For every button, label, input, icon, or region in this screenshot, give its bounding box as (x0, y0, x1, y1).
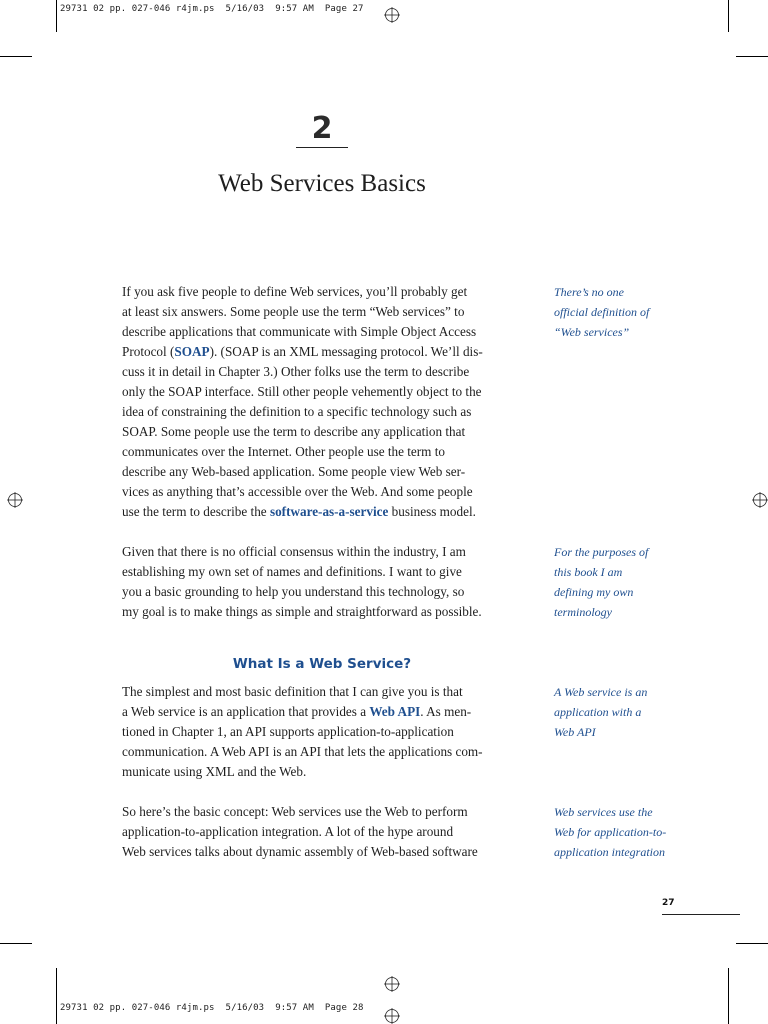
crop-mark (56, 968, 57, 1024)
crop-mark (0, 56, 32, 57)
margin-note-line: Web for application-to- (554, 825, 667, 839)
text-line: tioned in Chapter 1, an API supports application-to-application (122, 724, 454, 739)
margin-note-line: Web API (554, 725, 596, 739)
page-number: 27 (662, 898, 675, 908)
print-slug-top: 29731 02 pp. 027-046 r4jm.ps 5/16/03 9:57 AM Page 27 (60, 4, 364, 14)
margin-note (554, 802, 704, 862)
section-heading: What Is a Web Service? (232, 656, 412, 672)
margin-note-line: “Web services” (554, 325, 630, 339)
body-paragraph (122, 542, 525, 622)
text-run: business model. (388, 504, 476, 519)
page-number-rule (662, 914, 740, 915)
chapter-number: 2 (311, 111, 333, 146)
body-paragraph (122, 682, 525, 782)
margin-note-line: For the purposes of (554, 545, 649, 559)
body-paragraph (122, 282, 525, 522)
registration-mark-icon (384, 1008, 400, 1024)
text-line: The simplest and most basic definition that I can give you is that (122, 684, 463, 699)
margin-note-line: application with a (554, 705, 642, 719)
text-line: my goal is to make things as simple and straightforward as possible. (122, 604, 482, 619)
registration-mark-icon (384, 7, 400, 23)
body-paragraph (122, 802, 525, 862)
text-line: at least six answers. Some people use the term “Web services” to (122, 304, 465, 319)
registration-mark-icon (7, 492, 23, 508)
text-run: Protocol ( (122, 344, 175, 359)
text-line: establishing my own set of names and definitions. I want to give (122, 564, 462, 579)
key-term: Web API (369, 704, 421, 719)
text-run: use the term to describe the (122, 504, 270, 519)
crop-mark (736, 56, 768, 57)
margin-note-line: official definition of (554, 305, 650, 319)
text-line: you a basic grounding to help you understand this technology, so (122, 584, 465, 599)
key-term: software-as-a-service (269, 504, 389, 519)
text-line: Web services talks about dynamic assembly of Web-based software (122, 844, 478, 859)
margin-note-line: Web services use the (554, 805, 653, 819)
text-line: describe applications that communicate with Simple Object Access (122, 324, 477, 339)
text-run: a Web service is an application that provides a (122, 704, 370, 719)
text-line (122, 342, 525, 362)
chapter-number-rule (296, 147, 348, 148)
text-line: idea of constraining the definition to a specific technology such as (122, 404, 472, 419)
margin-note-line: A Web service is an (554, 685, 648, 699)
crop-mark (56, 0, 57, 32)
margin-note-line: defining my own (554, 585, 634, 599)
text-line (122, 702, 525, 722)
text-run: . As men- (420, 704, 472, 719)
text-line: communication. A Web API is an API that lets the applications com- (122, 744, 483, 759)
text-line (122, 502, 525, 522)
registration-mark-icon (752, 492, 768, 508)
margin-note-line: There’s no one (554, 285, 624, 299)
margin-note (554, 682, 704, 742)
text-run: ). (SOAP is an XML messaging protocol. We’ll dis- (209, 344, 483, 359)
text-line: SOAP. Some people use the term to describe any application that (122, 424, 466, 439)
text-line: describe any Web-based application. Some people view Web ser- (122, 464, 466, 479)
margin-note (554, 542, 704, 622)
text-line: cuss it in detail in Chapter 3.) Other folks use the term to describe (122, 364, 470, 379)
crop-mark (0, 943, 32, 944)
crop-mark (736, 943, 768, 944)
margin-note (554, 282, 704, 342)
margin-note-line: terminology (554, 605, 612, 619)
crop-mark (728, 968, 729, 1024)
text-line: municate using XML and the Web. (122, 764, 307, 779)
margin-note-line: application integration (554, 845, 665, 859)
crop-mark (728, 0, 729, 32)
registration-mark-icon (384, 976, 400, 992)
text-line: So here’s the basic concept: Web services use the Web to perform (122, 804, 468, 819)
chapter-title: Web Services Basics (218, 170, 426, 197)
text-line: If you ask five people to define Web services, you’ll probably get (122, 284, 468, 299)
text-line: application-to-application integration. A lot of the hype around (122, 824, 454, 839)
margin-note-line: this book I am (554, 565, 623, 579)
text-line: Given that there is no official consensus within the industry, I am (122, 544, 466, 559)
print-slug-bottom: 29731 02 pp. 027-046 r4jm.ps 5/16/03 9:57 AM Page 28 (60, 1003, 364, 1013)
text-line: communicates over the Internet. Other people use the term to (122, 444, 445, 459)
key-term: SOAP (174, 344, 210, 359)
text-line: vices as anything that’s accessible over the Web. And some people (122, 484, 473, 499)
text-line: only the SOAP interface. Still other people vehemently object to the (122, 384, 482, 399)
